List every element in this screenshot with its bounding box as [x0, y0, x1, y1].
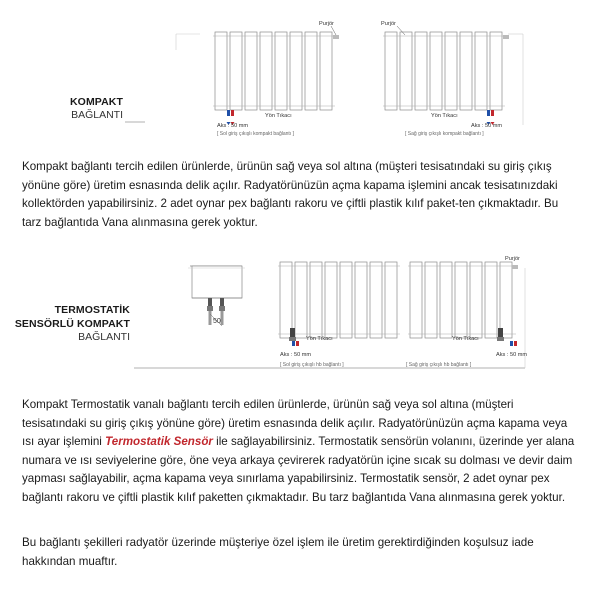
caption: [ Sağ giriş çıkışlı hb bağlantı ]	[406, 362, 472, 368]
aks-label: Aks : 50 mm	[280, 352, 312, 358]
baglanti-heading-2: BAĞLANTI	[78, 331, 130, 343]
detail-50-label: 50	[213, 318, 221, 325]
left-radiator-diagram-2	[270, 248, 410, 372]
purjor-label: Purjör	[319, 21, 334, 27]
aks-label: Aks : 50 mm	[217, 123, 249, 129]
radiator-panels	[213, 32, 335, 110]
caption: [ Sağ giriş çıkışlı kompakt bağlantı ]	[405, 131, 484, 137]
purjor-valve-icon	[512, 265, 518, 269]
section2-text-after: ile sağlayabilirsiniz. Termostatik sensörün volanını, üzerinde yer alana numara ve ısı seviyelerine göre, öne veya arkaya çevirerek radyatörün içine sıcak su dolması ve devir daim yapması sağlayabilir, açma kapama veya sınırlama yapabilirsiniz. Termostatik sensör, 2 adet oynar pex bağlantı rakoru ve çiftli plastik kılıf paketten çıkmaktadır. Bu tarz bağlantıda Vana alınmasına gerek yoktur.	[22, 435, 575, 504]
left-radiator-diagram-1	[205, 14, 345, 142]
termostatik-sensor-highlight: Termostatik Sensör	[105, 435, 213, 449]
purjor-label: Purjör	[505, 256, 520, 262]
right-radiator-diagram-1	[375, 14, 515, 142]
aks-label: Aks : 50 mm	[496, 352, 528, 358]
radiator-panels	[383, 32, 505, 110]
baglanti-heading: BAĞLANTI	[71, 109, 123, 121]
yon-tikaci-label: Yön Tıkacı	[265, 113, 292, 119]
aks-label: Aks : 50 mm	[471, 123, 503, 129]
section2-paragraph	[22, 396, 577, 508]
purjor-valve-icon	[333, 35, 339, 39]
caption: [ Sol giriş çıkışlı kompakt bağlantı ]	[217, 131, 294, 137]
section1-paragraph: Kompakt bağlantı tercih edilen ürünlerde, ürünün sağ veya sol altına (müşteri tesisatındaki su giriş çıkış yönüne göre) üretim esnasında delik açılır. Radyatörünüzün açma kapama işlemini ancak tesisatınızdaki kollektörden yapabilirsiniz. 2 adet oynar pex bağlantı rakoru ve çiftli plastik kılıf paket-ten çıkmaktadır. Bu tarz bağlantıda Vana alınmasına gerek yoktur.	[22, 160, 559, 229]
yon-tikaci-label: Yön Tıkacı	[431, 113, 458, 119]
termostatik-heading: TERMOSTATİK	[54, 304, 130, 316]
purjor-label: Purjör	[381, 21, 396, 27]
purjor-valve-icon	[503, 35, 509, 39]
footer-paragraph: Bu bağlantı şekilleri radyatör üzerinde müşteriye özel işlem ile üretim gerektirdiğinden koşulsuz iade hakkından muaftır.	[22, 536, 534, 568]
radiator-panels	[408, 262, 516, 338]
yon-tikaci-label: Yön Tıkacı	[452, 336, 479, 342]
yon-tikaci-label: Yön Tıkacı	[306, 336, 333, 342]
sensorlu-kompakt-heading: SENSÖRLÜ KOMPAKT	[14, 318, 130, 330]
right-radiator-diagram-2	[400, 248, 540, 372]
section2-text-before: Kompakt Termostatik vanalı bağlantı tercih edilen ürünlerde, ürünün sağ veya sol altına (müşteri tesisatındaki su giriş çıkış yönüne göre) üretim esnasında delik açılır. Radyatörünüzün açma kapama veya ısı ayar işlemini	[22, 398, 568, 449]
kompakt-heading: KOMPAKT	[70, 96, 123, 108]
caption: [ Sol giriş çıkışlı hb bağlantı ]	[280, 362, 344, 368]
radiator-panels	[278, 262, 400, 338]
